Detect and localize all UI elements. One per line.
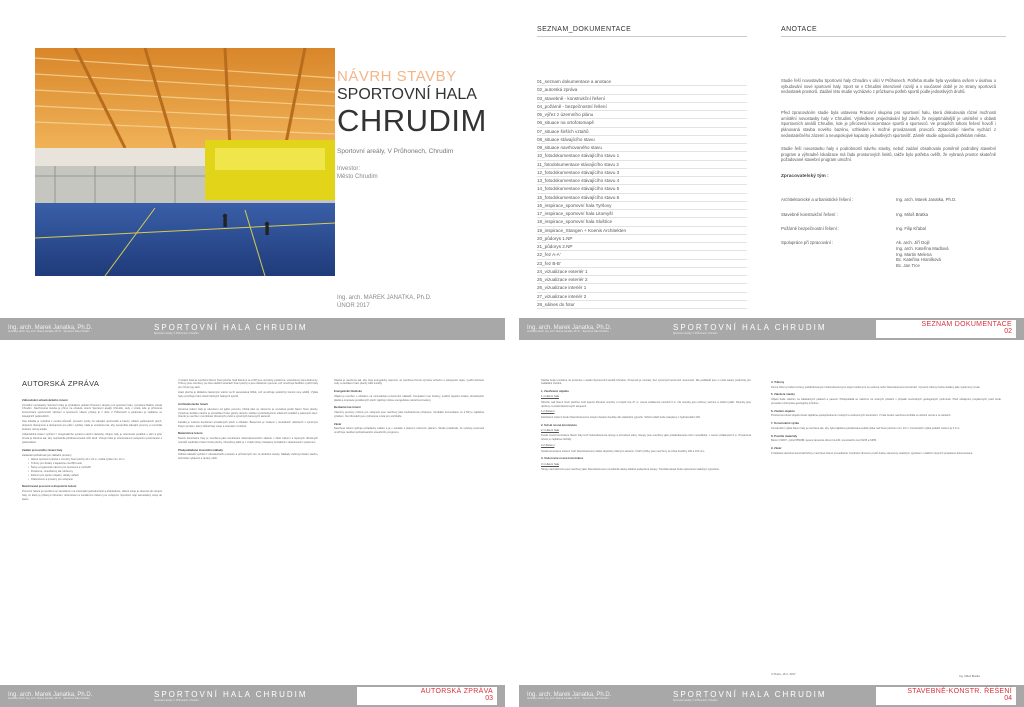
- footer-author: Ing. arch. Marek Janatka, Ph.D.: [527, 324, 612, 331]
- sheet-footer: [0, 318, 505, 340]
- subsection-heading: 2.2 Zázemí: [541, 444, 555, 448]
- document-list-item: 11_fotodokumentace stávajícího stavu 2: [537, 161, 747, 169]
- document-list-title: SEZNAM_DOKUMENTACE: [537, 26, 632, 33]
- investor-label: Investor:: [337, 166, 361, 172]
- signature: Ing. Miloš Bratka: [959, 674, 980, 678]
- divider: [781, 36, 1006, 37]
- bullet-item: • Tribuny pro diváky s kapacitou cca 800 osob: [28, 462, 162, 466]
- footer-author: Ing. arch. Marek Janatka, Ph.D.: [8, 691, 93, 698]
- footer-author-block: [8, 325, 148, 334]
- document-list-item: 28_sálnes do fotur: [537, 301, 747, 309]
- document-list-item: 08_situace stávajícího stavu: [537, 136, 747, 144]
- text-column: [771, 377, 1001, 647]
- footer-project-block: [148, 690, 357, 702]
- text-column: [178, 377, 318, 665]
- team-role: Požárně bezpečnostní řešení :: [781, 226, 840, 231]
- sports-hall-interior-image: [35, 48, 335, 276]
- annotation-paragraph: Před zpracováním studie byla ustavena Pracovní skupina pro sportovní halu, která diskutovala různé možnosti umístění novostavby haly v Chrudimi. Výsledkem projednávání byl závěr, že nejoptimálnější je umístění v oblasti Sportovních areálů Chrudim, kde je přirozená koncentrace sportů a sportovců. Ve prospěch tohoto řešení hovoří i plánovaná stavba nového bazénu, vzhledem k možné provázanosti provozů. Zpracování návrhu vychází z nedostatečného zázemí a neuspokojivé kapacity jednotlivých sportovišť. Záměr studie odpovídá potřebám města.: [781, 110, 996, 138]
- document-list-item: 19_inspirace_Stangen + Koenis Architekten: [537, 227, 747, 235]
- section-heading: Bezbariérové řešení: [334, 405, 361, 410]
- sheet-footer: [519, 318, 1024, 340]
- bullet-item: • Občerstvení a prostory pro veřejnost: [28, 478, 162, 482]
- section-heading: Architektonické řešení: [178, 402, 209, 407]
- document-list-item: 02_autorská zpráva: [537, 86, 747, 94]
- section-heading: Navrhované provozní a dispoziční řešení: [22, 484, 77, 489]
- footer-project-block: [667, 323, 876, 335]
- cover-photo: [35, 48, 335, 276]
- paragraph: Odhad nákladů vychází z obestavěného prostoru a průměrných cen za obdobné stavby. Náklady zahrnují vlastní stavbu, technické vybavení a úpravy okolí.: [178, 453, 318, 461]
- subsection-heading: 2.1 Hlavní hala: [541, 428, 559, 432]
- document-list-item: 17_inspirace_sportovní hala Litomyšl: [537, 210, 747, 218]
- cover-title-line3: CHRUDIM: [337, 103, 487, 138]
- sheet-document-list: [519, 0, 1024, 340]
- team-title: Zpracovatelský tým :: [781, 174, 829, 179]
- team-role: Stavebně konstrukční řešení :: [781, 212, 838, 217]
- document-list-item: 26_vizualizace interiér 1: [537, 284, 747, 292]
- section-heading: Předpokládané investiční náklady: [178, 447, 223, 452]
- footer-project: SPORTOVNÍ HALA CHRUDIM: [673, 690, 827, 699]
- cover-subtitle: Sportovní areály, V Průhonech, Chrudim: [337, 148, 454, 155]
- bullet-item: • Posilovna, víceúčelový sál, klubovny: [28, 470, 162, 474]
- footer-project: SPORTOVNÍ HALA CHRUDIM: [154, 690, 308, 699]
- bullet-item: • Zázemí pro správu objektu, sklady nářadí: [28, 474, 162, 478]
- paragraph: Beton C30/37, výztuž B500B, lepené lamelové dřevo GL24h, konstrukční ocel S235 a S355.: [771, 439, 877, 443]
- document-list-item: 23_řez B-B': [537, 260, 747, 268]
- footer-author-block: [527, 325, 667, 334]
- document-list-item: 04_požárně - bezpečnostní řešení: [537, 103, 747, 111]
- sheet-footer: [0, 685, 505, 707]
- paragraph: Hrací plocha je dělitelná závěsnými sítěmi na tři samostatná hřiště, což umožňuje souběžný trénink více oddílů. Výška haly umožňuje hraní všech běžných halových sportů.: [178, 391, 318, 399]
- section-heading: 7. Konstrukční výška: [771, 421, 799, 426]
- footer-project: SPORTOVNÍ HALA CHRUDIM: [154, 323, 308, 332]
- sheet-author-report: [0, 355, 505, 707]
- cover-title-line2: SPORTOVNÍ HALA: [337, 86, 477, 103]
- team-names: Ing. Miloš Bratka: [896, 212, 929, 217]
- footer-sheet-title: SEZNAM DOKUMENTACE: [921, 321, 1012, 328]
- footer-author-sub: Autorský návrh: Ing. arch. Marek Janatka, Ph.D. · Sportovní hala Chrudim: [8, 329, 90, 333]
- paragraph: Tato lokalita je výhodná z mnoha důvodů: provozní vazby na stávající sportoviště a bazén, sdílení parkovacích ploch, dopravní dostupnost a dostupnost pro pěší i cyklisty. Hala je umístěna tak, aby nenarušila stávající provozy a umožnila budoucí rozvoj areálu.: [22, 420, 162, 432]
- footer-sheet-number: 02: [1004, 328, 1012, 336]
- paragraph: Objekt bude založen na základových patkách a pasech. Předpokládá se založení na vrtaných pilotách v případě nevhodných geologických podmínek. Před zahájením projektových prací bude proveden inženýrsko-geologický průzkum.: [771, 398, 1001, 405]
- document-list-item: 24_vizualizace exteriér 1: [537, 268, 747, 276]
- footer-author-sub: Autorský návrh: Ing. arch. Marek Janatka, Ph.D. · Sportovní hala Chrudim: [527, 696, 609, 700]
- section-heading: Energetické hledisko: [334, 389, 362, 394]
- team-row: [781, 212, 1011, 218]
- paragraph: Pevné tribuny budou tvořeny prefabrikovanými železobetonovými stupni uloženými na ocelové nebo železobetonové konstrukci. Výsuvné tribuny budou dodány jako systémový prvek.: [771, 385, 981, 389]
- paragraph: Objekt je navržen s ohledem na minimalizaci provozních nákladů. Kompaktní tvar budovy, kvalitní tepelná izolace obvodového pláště a orientace prosklených ploch zajišťují nízkou energetickou náročnost budovy.: [334, 394, 484, 402]
- paragraph: Stavba bude umístěna na pozemku v areálu Sportovních areálů Chrudim. Pozemek je rovinatý, bez výrazných terénních nerovností. Dle podkladů jsou v místě stavby podmínky pro zakládání vhodné.: [541, 378, 751, 386]
- footer-sheet-number: 04: [1004, 695, 1012, 703]
- subsection-heading: 3.1 Hlavní hala: [541, 462, 559, 466]
- subsection-heading: 1.1 Hlavní hala: [541, 395, 559, 399]
- cover-title-line1: NÁVRH STAVBY: [337, 68, 457, 85]
- section-heading: 9. Závěr: [771, 446, 782, 451]
- document-list-item: 22_řez A-A': [537, 251, 747, 259]
- document-list-item: 10_fotodokumentace stávajícího stavu 1: [537, 152, 747, 160]
- document-list-item: 03_stavebně - konstrukční řešení: [537, 95, 747, 103]
- paragraph: Zastřešení zázemí bude železobetonovou stropní deskou tloušťky dle statického výpočtu. Střešní plášť bude zateplený s hydroizolační fólií.: [541, 415, 701, 419]
- divider: [537, 36, 747, 37]
- document-list: [537, 78, 747, 309]
- paragraph: Z hlediska stavebně konstrukčního je navržené řešení proveditelné. Konkrétní dimenze prvků budou stanoveny statickým výpočtem v dalších stupních projektové dokumentace.: [771, 451, 973, 455]
- annotation-paragraph: Studie řeší novostavbu Sportovní haly Chrudim v ulici V Průhonech. Potřeba studie byla vyvolána ovšem v úvahou o vybudování nové sportovní haly. Sport se v Chrudimi intenzivně rozvíjí a v současné době je ze strany sportovců nedostatek prostorů. Zadání této studie vycházelo z průzkumu potřeb sportů podle jednotlivých druhů.: [781, 78, 996, 95]
- paragraph: V ostatní části je navržena hlavní hrací plocha. Nad šatnami ve 2.NP jsou umístěny posilovna, víceúčelový sál a klubovny. Tribuny jsou navrženy po obou delších stranách hrací plochy a jsou částečně výsuvné, což umožňuje flexibilní využití haly pro různé typy akcí.: [178, 378, 318, 390]
- footer-project-block: [148, 323, 497, 335]
- footer-sheet-label: [357, 687, 497, 705]
- annotation-paragraph: Studie řeší novostavbu haly s podrobností návrhu stavby, neboť zadání obsahovalo poměrně podrobný stavební program a výhradně lokalizace má řadu prostorových limitů, takže bylo potřeba ověřit, že vybraná prostor skutečně požadované stavební program umožní.: [781, 146, 996, 163]
- annotation-title: ANOTACE: [781, 26, 818, 33]
- document-list-item: 15_fotodokumentace stávajícího stavu 6: [537, 194, 747, 202]
- paragraph: Stropy nad zázemím jsou navrženy jako železobetonové monolitické desky lokálně podepřené sloupy. Tloušťka desek bude upřesněna statickým výpočtem.: [541, 468, 720, 471]
- team-names: Ak. arch. Jiří Dojil Ing. arch. Kateřina Madlová Ing. Martin Melena Bc. Kateřina Hranilková Bc. Jan Trce: [896, 240, 949, 269]
- paragraph: Fasáda je tvořena kombinací prosklených ploch a obkladu. Barevnost je zvolena v neutrálních odstínech s výrazným žlutým prvkem, který zdůrazňuje vstup a orientaci v budově.: [178, 420, 318, 428]
- paragraph: Prostorová tuhost objektu bude zajištěna spolupůsobením svislých a vodorovných konstrukcí. V hale budou navržena ztužidla ve střešní rovině a ve stěnách.: [771, 414, 952, 418]
- paragraph: Hmotové řešení haly je odvozeno od jejího provozu. Nízká část se zázemím je umístěna podél hlavní hrací plochy. Výraznou kvalitou návrhu je prosvětlení hrací plochy denním světlem prostřednictvím střešních světlíků a pásových oken. Interiér je navržen v kombinaci dřevěných prvků a výrazných barevných akcentů.: [178, 407, 318, 419]
- paragraph: Navržené řešení splňuje požadavky zadání a je v souladu s platným územním plánem. Studie prokázala, že vybraný pozemek umožňuje realizaci požadovaného stavebního programu.: [334, 427, 484, 435]
- text-column: [541, 377, 751, 667]
- investor-value: Město Chrudim: [337, 173, 378, 180]
- document-list-item: 06_situace na ortofotomapě: [537, 119, 747, 127]
- footer-sheet-title: AUTORSKÁ ZPRÁVA: [420, 688, 493, 695]
- team-names: Ing. Filip Křabal: [896, 226, 926, 231]
- team-role: Architektonické a urbanistické řešení :: [781, 197, 854, 202]
- document-list-item: 01_seznam dokumentace a anotace: [537, 78, 747, 86]
- paragraph: Zadavatel požadoval tyto základní prostory:: [22, 453, 73, 457]
- section-heading: 8. Použité materiály: [771, 433, 798, 438]
- paragraph: Svislé nosné konstrukce hlavní haly tvoří železobetonové sloupy a obvodové stěny. Sloupy jsou navrženy jako prefabrikované nebo monolitické, v osové vzdálenosti 6 m. Prostorová tuhost je zajištěna ztužidly.: [541, 434, 751, 442]
- footer-sheet-title: STAVEBNĚ-KONSTR. ŘEŠENÍ: [907, 688, 1012, 695]
- paragraph: Provozní řešení je navrženo se zaměřením na maximální jednoduchost a přehlednost. Hlavní vstup je situován do vstupní haly, ze které je přístup k tribunám, občerstvení a sociálnímu zázemí pro veřejnost. Sportovci mají samostatný vstup do šaten.: [22, 489, 162, 501]
- document-list-item: 27_vizualizace interiér 2: [537, 293, 747, 301]
- document-list-item: 13_fotodokumentace stávajícího stavu 4: [537, 177, 747, 185]
- document-list-item: 14_fotodokumentace stávajícího stavu 5: [537, 185, 747, 193]
- paragraph: Nosná konstrukce haly je navržena jako kombinace železobetonového skeletu v části zázemí a lepených dřevěných nosníků zastřešení hlavní hrací plochy. Obvodový plášť je z vnější strany zateplený kontaktním zateplovacím systémem.: [178, 437, 318, 444]
- section-heading: 3. Vodorovné nosné konstrukce: [541, 456, 584, 461]
- document-list-item: 16_inspirace_sportovní hala Tyršovy: [537, 202, 747, 210]
- paragraph: Všechny prostory určené pro veřejnost jsou navrženy jako bezbariérově přístupné. Vertikální komunikace ve 2.NP je zajištěna výtahem. Na tribunách jsou vyhrazena místa pro vozíčkáře.: [334, 411, 484, 418]
- cover-investor: [337, 166, 378, 182]
- footer-author: Ing. arch. Marek Janatka, Ph.D.: [527, 691, 612, 698]
- footer-project: SPORTOVNÍ HALA CHRUDIM: [673, 323, 827, 332]
- team-row: [781, 197, 1011, 203]
- section-heading: Závěr: [334, 421, 342, 426]
- bullet-item: • Šatny a hygienické zázemí pro sportovce a rozhodčí: [28, 466, 162, 470]
- cover-author: [337, 295, 432, 311]
- footer-project-sub: Sportovní areály, V Průhonech, Chrudim: [673, 332, 718, 335]
- paragraph: Střechu nad hlavní hrací plochou tvoří lepené dřevěné nosníky o rozpětí cca 27 m, osová vzdálenost nosníků 6 m. Na nosníky jsou uloženy vaznice a střešní plášť. Nosníky jsou uloženy na železobetonových sloupech.: [541, 400, 751, 408]
- team-row: [781, 226, 1011, 232]
- section-heading: 6. Ztužení objektu: [771, 408, 795, 413]
- footer-author-block: [527, 692, 667, 701]
- sheet-cover: [0, 0, 505, 340]
- footer-author: Ing. arch. Marek Janatka, Ph.D.: [8, 324, 93, 331]
- team-role: Spolupráce při zpracování :: [781, 240, 834, 245]
- team-row: [781, 240, 1011, 269]
- document-list-item: 25_vizualizace exteriér 2: [537, 276, 747, 284]
- paragraph: Umístění novostavby Sportovní haly je výsledkem jednání Pracovní skupiny pro sportovní halu, vytvořené Radou města Chrudim. Navrhovaná stavba je přímo na obsluze území Sportovní areály Chrudim, tedy v místě, kde je přirozená koncentrace sportovních zařízení a sportovců. Hlavní přístup je z ulice V Průhonech a parkování je zajištěno ve stávajících parkovištích.: [22, 403, 162, 419]
- paragraph: Konstrukční výška hlavní haly je navržena tak, aby byla zajištěna požadovaná světlá výška nad hrací plochou min. 10 m. Konstrukční výška podlaží zázemí je 3,9 m.: [771, 426, 961, 430]
- cover-date: ÚNOR 2017: [337, 302, 370, 309]
- text-column: [334, 377, 484, 665]
- sheet-footer: [519, 685, 1024, 707]
- paragraph: Stavba je navržena tak, aby byla energeticky úsporná. Je navržena řízená výměna vzduchu s rekuperací tepla, využití dešťové vody a osvětlení hrací plochy LED svítidly.: [334, 378, 484, 386]
- paragraph: Svislé konstrukce zázemí tvoří železobetonový skelet doplněný zděnými stěnami. Vnitřní příčky jsou navrženy ze zdiva tloušťky 100 a 150 mm.: [541, 449, 706, 453]
- section-heading: 2. Svislé nosné konstrukce: [541, 422, 577, 427]
- footer-project-sub: Sportovní areály, V Průhonech, Chrudim: [673, 699, 718, 702]
- document-list-item: 18_inspirace_sportovní hala Sluštíce: [537, 218, 747, 226]
- place-date: V Praze, 15.2. 2017: [771, 672, 796, 676]
- sheet-structural-report: [519, 355, 1024, 707]
- footer-sheet-label: [876, 687, 1016, 705]
- document-list-item: 09_situace navrhovaného stavu: [537, 144, 747, 152]
- footer-project-sub: Sportovní areály, V Průhonech, Chrudim: [154, 332, 199, 335]
- document-list-item: 07_situace širších vztahů: [537, 128, 747, 136]
- document-list-item: 21_půdorys 2.NP: [537, 243, 747, 251]
- footer-sheet-number: 03: [485, 695, 493, 703]
- section-heading: Zadání provozního řešení haly: [22, 447, 63, 452]
- footer-author-sub: Autorský návrh: Ing. arch. Marek Janatka, Ph.D. · Sportovní hala Chrudim: [8, 696, 90, 700]
- section-heading: 1. Zastřešení objektu: [541, 389, 569, 394]
- footer-sheet-label: [876, 320, 1016, 338]
- text-column: [22, 395, 162, 665]
- bullet-item: • Hlavní sportovní plocha s rozměry hrací plochy 44 x 24 m, světlá výška min. 10 m: [28, 458, 162, 462]
- subsection-heading: 1.2 Zázemí: [541, 410, 555, 414]
- author-name: Ing. arch. MAREK JANATKA, Ph.D.: [337, 295, 432, 301]
- bullet-list: [22, 458, 162, 481]
- document-list-item: 05_výřez z územního plánu: [537, 111, 747, 119]
- footer-author-block: [8, 692, 148, 701]
- team-names: Ing. arch. Marek Janatka, Ph.D.: [896, 197, 957, 202]
- section-heading: Materiálové řešení: [178, 431, 203, 436]
- section-heading: 4. Tribuny: [771, 380, 785, 384]
- author-report-title: AUTORSKÁ ZPRÁVA: [22, 379, 100, 388]
- document-list-item: 20_půdorys 1.NP: [537, 235, 747, 243]
- footer-project-block: [667, 690, 876, 702]
- footer-author-sub: Autorský návrh: Ing. arch. Marek Janatka, Ph.D. · Sportovní hala Chrudim: [527, 329, 609, 333]
- document-list-item: 12_fotodokumentace stávajícího stavu 3: [537, 169, 747, 177]
- section-heading: Zdůvodnění urbanistického řešení: [22, 398, 68, 402]
- paragraph: Urbanistické řešení vychází z ortogonálního systému okolní zástavby. Objem haly je orientován podélně s ulicí a jeho hmota je členěna tak, aby nepůsobila předimenzovaně vůči okolí. Vstupní část je orientována k veřejnému prostranství s parkovištěm.: [22, 433, 162, 445]
- section-heading: 5. Založení stavby: [771, 392, 795, 397]
- footer-project-sub: Sportovní areály, V Průhonech, Chrudim: [154, 699, 199, 702]
